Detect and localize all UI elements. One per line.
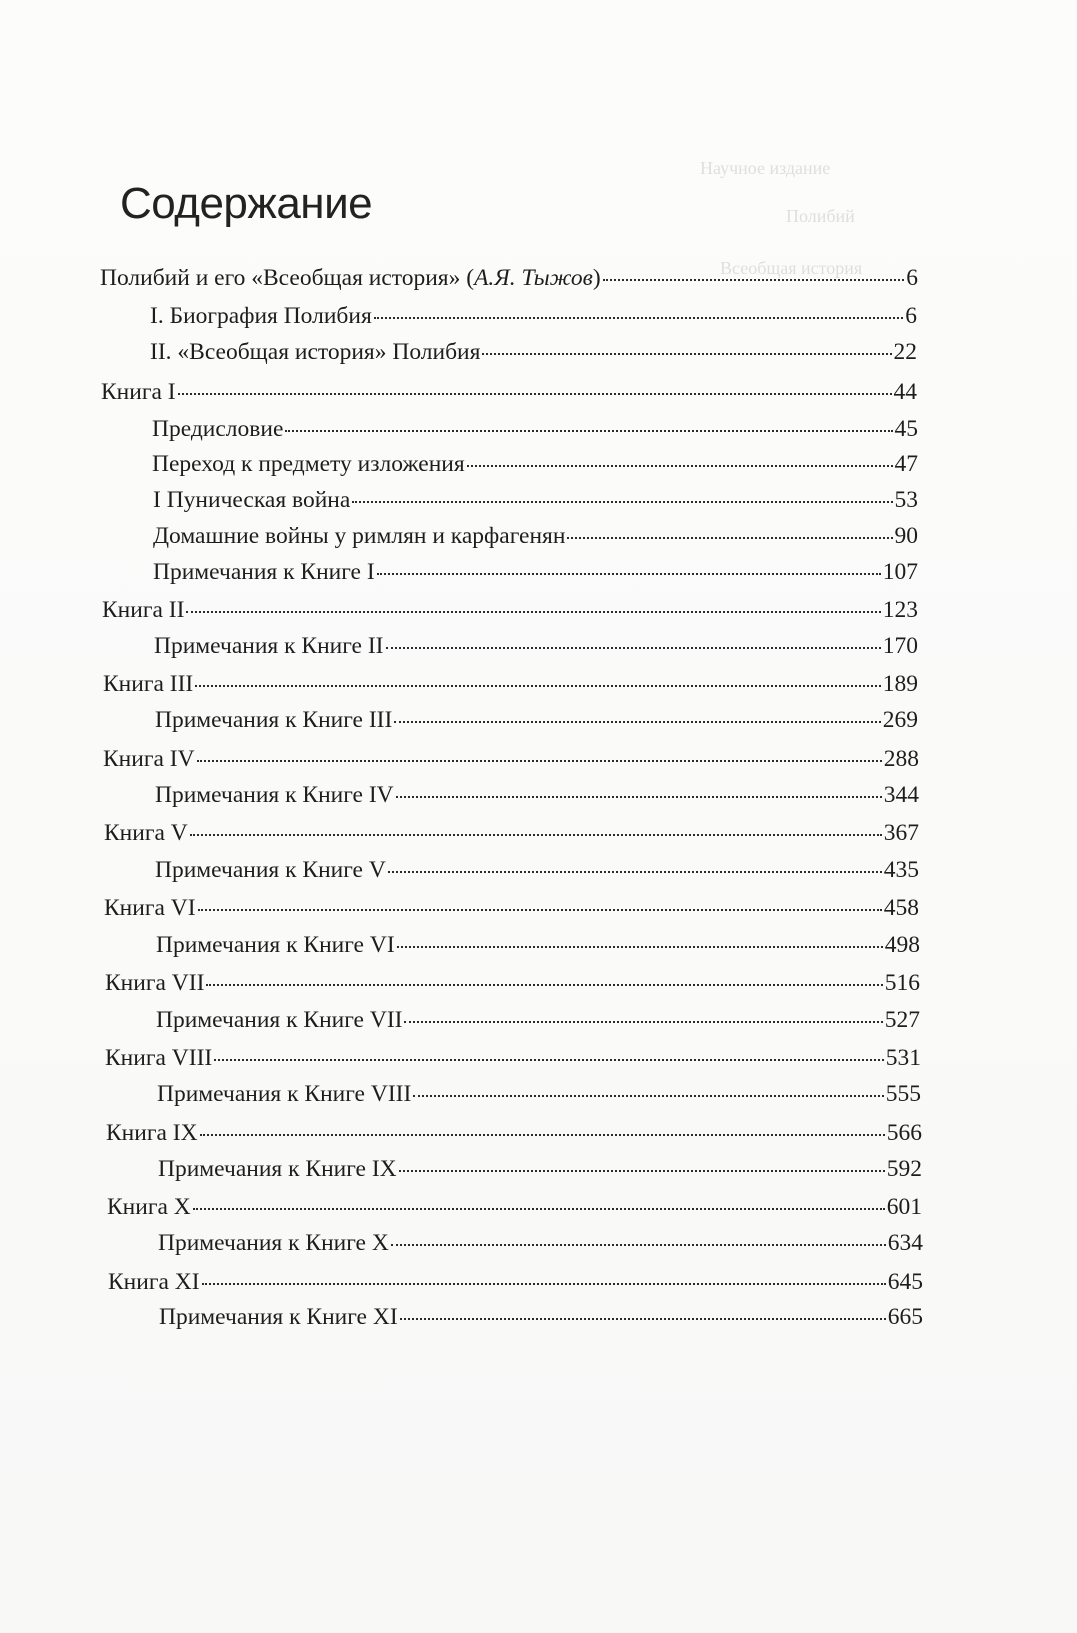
toc-entry-page: 90 — [894, 523, 918, 549]
toc-dot-leader — [198, 909, 882, 911]
toc-entry[interactable] — [150, 302, 917, 330]
toc-entry-title: Книга V — [104, 820, 188, 846]
toc-dot-leader — [396, 796, 882, 798]
toc-entry[interactable] — [102, 596, 918, 624]
toc-entry-page: 22 — [893, 339, 917, 365]
toc-entry-title: Книга VI — [104, 895, 196, 921]
toc-dot-leader — [178, 393, 892, 395]
toc-entry[interactable] — [155, 781, 919, 809]
toc-entry[interactable] — [108, 1268, 923, 1296]
bleed-through-text-3: Всеобщая история — [720, 258, 863, 278]
toc-entry-title: Книга X — [107, 1194, 191, 1220]
toc-entry-title: Полибий и его «Всеобщая история» (А.Я. Тыжов) — [100, 265, 601, 291]
toc-entry-page: 665 — [887, 1304, 923, 1330]
toc-entry[interactable] — [107, 1193, 922, 1221]
toc-entry-page: 269 — [882, 707, 918, 733]
toc-entry-page: 44 — [893, 379, 917, 405]
toc-entry-title: I Пуническая война — [153, 487, 351, 513]
toc-entry[interactable] — [159, 1303, 923, 1331]
toc-entry[interactable] — [103, 670, 918, 698]
toc-entry-title: Книга IX — [106, 1120, 198, 1146]
toc-entry-page: 288 — [883, 746, 919, 772]
toc-dot-leader — [603, 279, 905, 281]
toc-entry-title: Примечания к Книге XI — [159, 1304, 398, 1330]
toc-entry-page: 498 — [884, 932, 920, 958]
toc-entry-page: 516 — [884, 970, 920, 996]
toc-entry-page: 435 — [883, 857, 919, 883]
toc-entry[interactable] — [152, 450, 918, 478]
toc-entry-title: Примечания к Книге III — [155, 707, 393, 733]
toc-entry-title: Книга VIII — [105, 1045, 213, 1071]
bleed-through-text-2: Полибий — [786, 206, 855, 226]
toc-dot-leader — [413, 1095, 883, 1097]
toc-dot-leader — [206, 984, 882, 986]
toc-entry[interactable] — [104, 894, 919, 922]
toc-dot-leader — [285, 430, 892, 432]
toc-entry[interactable] — [152, 415, 918, 443]
toc-entry-title: Примечания к Книге VI — [156, 932, 395, 958]
toc-entry-title: Примечания к Книге X — [158, 1230, 389, 1256]
toc-dot-leader — [195, 685, 881, 687]
toc-dot-leader — [567, 537, 892, 539]
toc-entry[interactable] — [103, 745, 919, 773]
toc-entry[interactable] — [150, 338, 917, 366]
toc-entry-title: Книга I — [101, 379, 176, 405]
toc-entry-page: 645 — [887, 1269, 923, 1295]
toc-dot-leader — [374, 317, 903, 319]
toc-dot-leader — [377, 573, 881, 575]
toc-dot-leader — [404, 1021, 882, 1023]
toc-entry-page: 592 — [886, 1156, 922, 1182]
toc-entry-page: 527 — [884, 1007, 920, 1033]
toc-dot-leader — [202, 1283, 886, 1285]
toc-entry-title: II. «Всеобщая история» Полибия — [150, 339, 481, 365]
toc-entry-title: Примечания к Книге VII — [156, 1007, 403, 1033]
toc-entry-page: 47 — [894, 451, 918, 477]
toc-entry-title: Примечания к Книге IX — [158, 1156, 397, 1182]
toc-dot-leader — [388, 871, 882, 873]
toc-entry[interactable] — [105, 1044, 921, 1072]
toc-entry-page: 53 — [894, 487, 918, 513]
toc-entry-title: Книга VII — [105, 970, 205, 996]
toc-entry-page: 555 — [885, 1081, 921, 1107]
toc-entry-title: Книга XI — [108, 1269, 200, 1295]
toc-entry-title: Книга III — [103, 671, 194, 697]
toc-entry-page: 170 — [882, 633, 918, 659]
toc-dot-leader — [190, 834, 882, 836]
toc-entry-title: I. Биография Полибия — [150, 303, 372, 329]
toc-entry-page: 458 — [883, 895, 919, 921]
toc-entry-page: 189 — [882, 671, 918, 697]
toc-entry-title: Книга IV — [103, 746, 195, 772]
toc-dot-leader — [482, 353, 891, 355]
toc-dot-leader — [391, 1244, 886, 1246]
toc-dot-leader — [186, 611, 880, 613]
toc-entry[interactable] — [153, 522, 918, 550]
toc-entry[interactable] — [106, 1119, 922, 1147]
toc-dot-leader — [214, 1059, 884, 1061]
toc-entry-page: 531 — [885, 1045, 921, 1071]
toc-dot-leader — [352, 501, 892, 503]
toc-entry-title: Примечания к Книге IV — [155, 782, 394, 808]
toc-entry-title: Домашние войны у римлян и карфагенян — [153, 523, 566, 549]
toc-dot-leader — [467, 465, 893, 467]
toc-entry[interactable] — [153, 558, 918, 586]
toc-entry-page: 634 — [887, 1230, 923, 1256]
toc-entry-title: Примечания к Книге I — [153, 559, 375, 585]
toc-entry-title: Книга II — [102, 597, 185, 623]
toc-dot-leader — [397, 946, 883, 948]
toc-entry-page: 6 — [906, 265, 918, 291]
toc-dot-leader — [394, 721, 880, 723]
toc-entry-page: 123 — [882, 597, 918, 623]
toc-dot-leader — [400, 1318, 886, 1320]
toc-entry[interactable] — [154, 632, 918, 660]
toc-entry-page: 601 — [886, 1194, 922, 1220]
toc-entry[interactable] — [153, 486, 918, 514]
toc-entry-author: А.Я. Тыжов — [474, 265, 593, 291]
toc-entry-title: Примечания к Книге VIII — [157, 1081, 412, 1107]
toc-entry[interactable] — [156, 1006, 920, 1034]
toc-dot-leader — [386, 647, 881, 649]
toc-entry-title: Примечания к Книге II — [154, 633, 384, 659]
toc-entry[interactable] — [105, 969, 920, 997]
toc-entry[interactable] — [100, 264, 918, 292]
toc-entry[interactable] — [158, 1229, 923, 1257]
page-title: Содержание — [120, 179, 373, 229]
toc-entry-page: 6 — [905, 303, 917, 329]
toc-entry[interactable] — [104, 819, 919, 847]
toc-dot-leader — [200, 1134, 885, 1136]
toc-entry-title: Переход к предмету изложения — [152, 451, 465, 477]
toc-entry[interactable] — [158, 1155, 922, 1183]
toc-entry-page: 367 — [883, 820, 919, 846]
toc-entry-title: Примечания к Книге V — [155, 857, 386, 883]
toc-entry[interactable] — [156, 931, 920, 959]
toc-entry-title: Предисловие — [152, 416, 284, 442]
toc-dot-leader — [197, 760, 882, 762]
toc-entry-page: 566 — [886, 1120, 922, 1146]
toc-entry-page: 107 — [882, 559, 918, 585]
bleed-through-text-1: Научное издание — [700, 158, 831, 178]
toc-dot-leader — [399, 1170, 885, 1172]
toc-entry[interactable] — [157, 1080, 921, 1108]
toc-entry[interactable] — [155, 856, 919, 884]
toc-entry-page: 344 — [883, 782, 919, 808]
toc-dot-leader — [193, 1208, 885, 1210]
toc-entry-page: 45 — [894, 416, 918, 442]
toc-entry[interactable] — [101, 378, 917, 406]
toc-entry[interactable] — [155, 706, 918, 734]
